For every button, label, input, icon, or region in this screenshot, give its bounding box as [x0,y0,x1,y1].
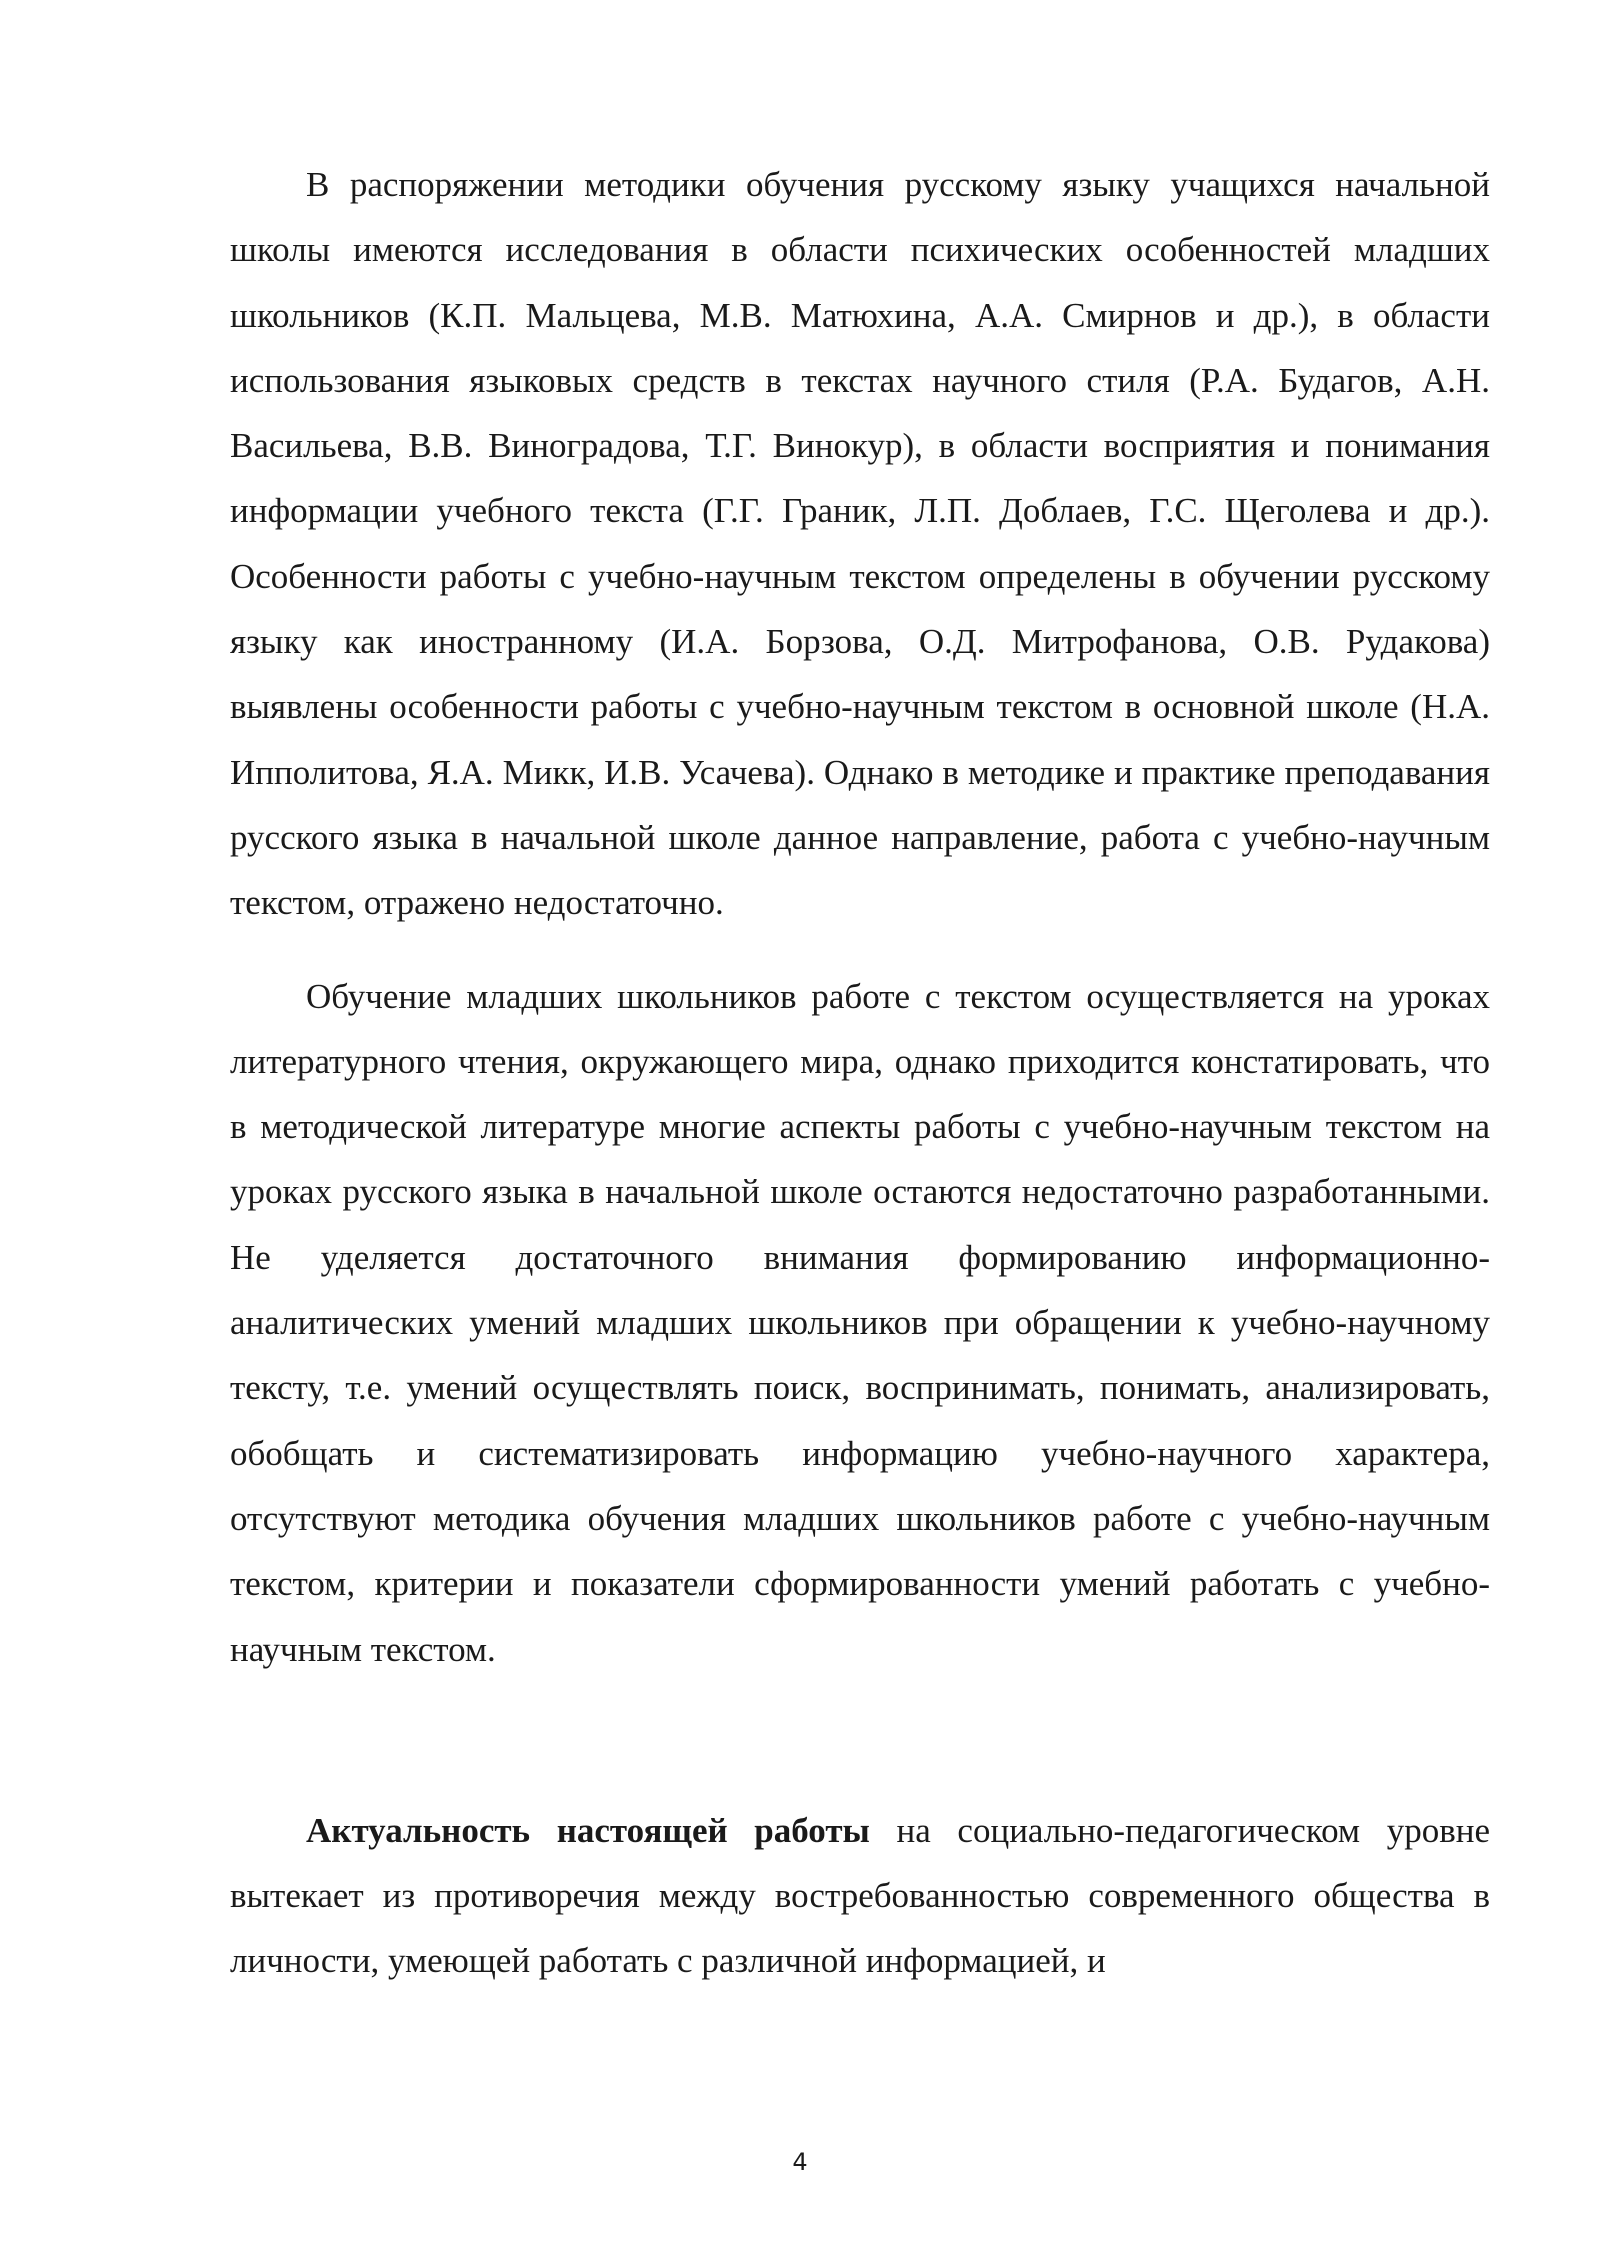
paragraph-text: на социально-педагогическом уровне вытекает из противоречия между востребованностью современного общества в личности, умеющей работать с различной информацией, и [230,1810,1490,1981]
paragraph-text: Обучение младших школьников работе с текстом осуществляется на уроках литературного чтения, окружающего мира, однако приходится констатировать, что в методической литературе многие аспекты работы с учебно-научным текстом на уроках русского языка в начальной школе остаются недостаточно разработанными. Не уделяется достаточного внимания формированию информационно-аналитических умений младших школьников при обращении к учебно-научному тексту, т.е. умений осуществлять поиск, воспринимать, понимать, анализировать, обобщать и систематизировать информацию учебно-научного характера, отсутствуют методика обучения младших школьников работе с учебно-научным текстом, критерии и показатели сформированности умений работать с учебно-научным текстом. [230,976,1490,1669]
paragraph-text: В распоряжении методики обучения русскому языку учащихся начальной школы имеются исследования в области психических особенностей младших школьников (К.П. Мальцева, М.В. Матюхина, А.А. Смирнов и др.), в области использования языковых средств в текстах научного стиля (Р.А. Будагов, А.Н. Васильева, В.В. Виноградова, Т.Г. Винокур), в области восприятия и понимания информации учебного текста (Г.Г. Граник, Л.П. Доблаев, Г.С. Щеголева и др.). Особенности работы с учебно-научным текстом определены в обучении русскому языку как иностранному (И.А. Борзова, О.Д. Митрофанова, О.В. Рудакова) выявлены особенности работы с учебно-научным текстом в основной школе (Н.А. Ипполитова, Я.А. Микк, И.В. Усачева). Однако в методике и практике преподавания русского языка в начальной школе данное направление, работа с учебно-научным текстом, отражено недостаточно. [230,165,1490,923]
page-body [230,152,1490,1994]
relevance-heading: Актуальность настоящей работы [306,1810,870,1850]
paragraph-teaching-problems [230,964,1490,1682]
paragraph-research-overview [230,152,1490,936]
page-number: 4 [792,2148,808,2176]
paragraph-relevance [230,1798,1490,1994]
